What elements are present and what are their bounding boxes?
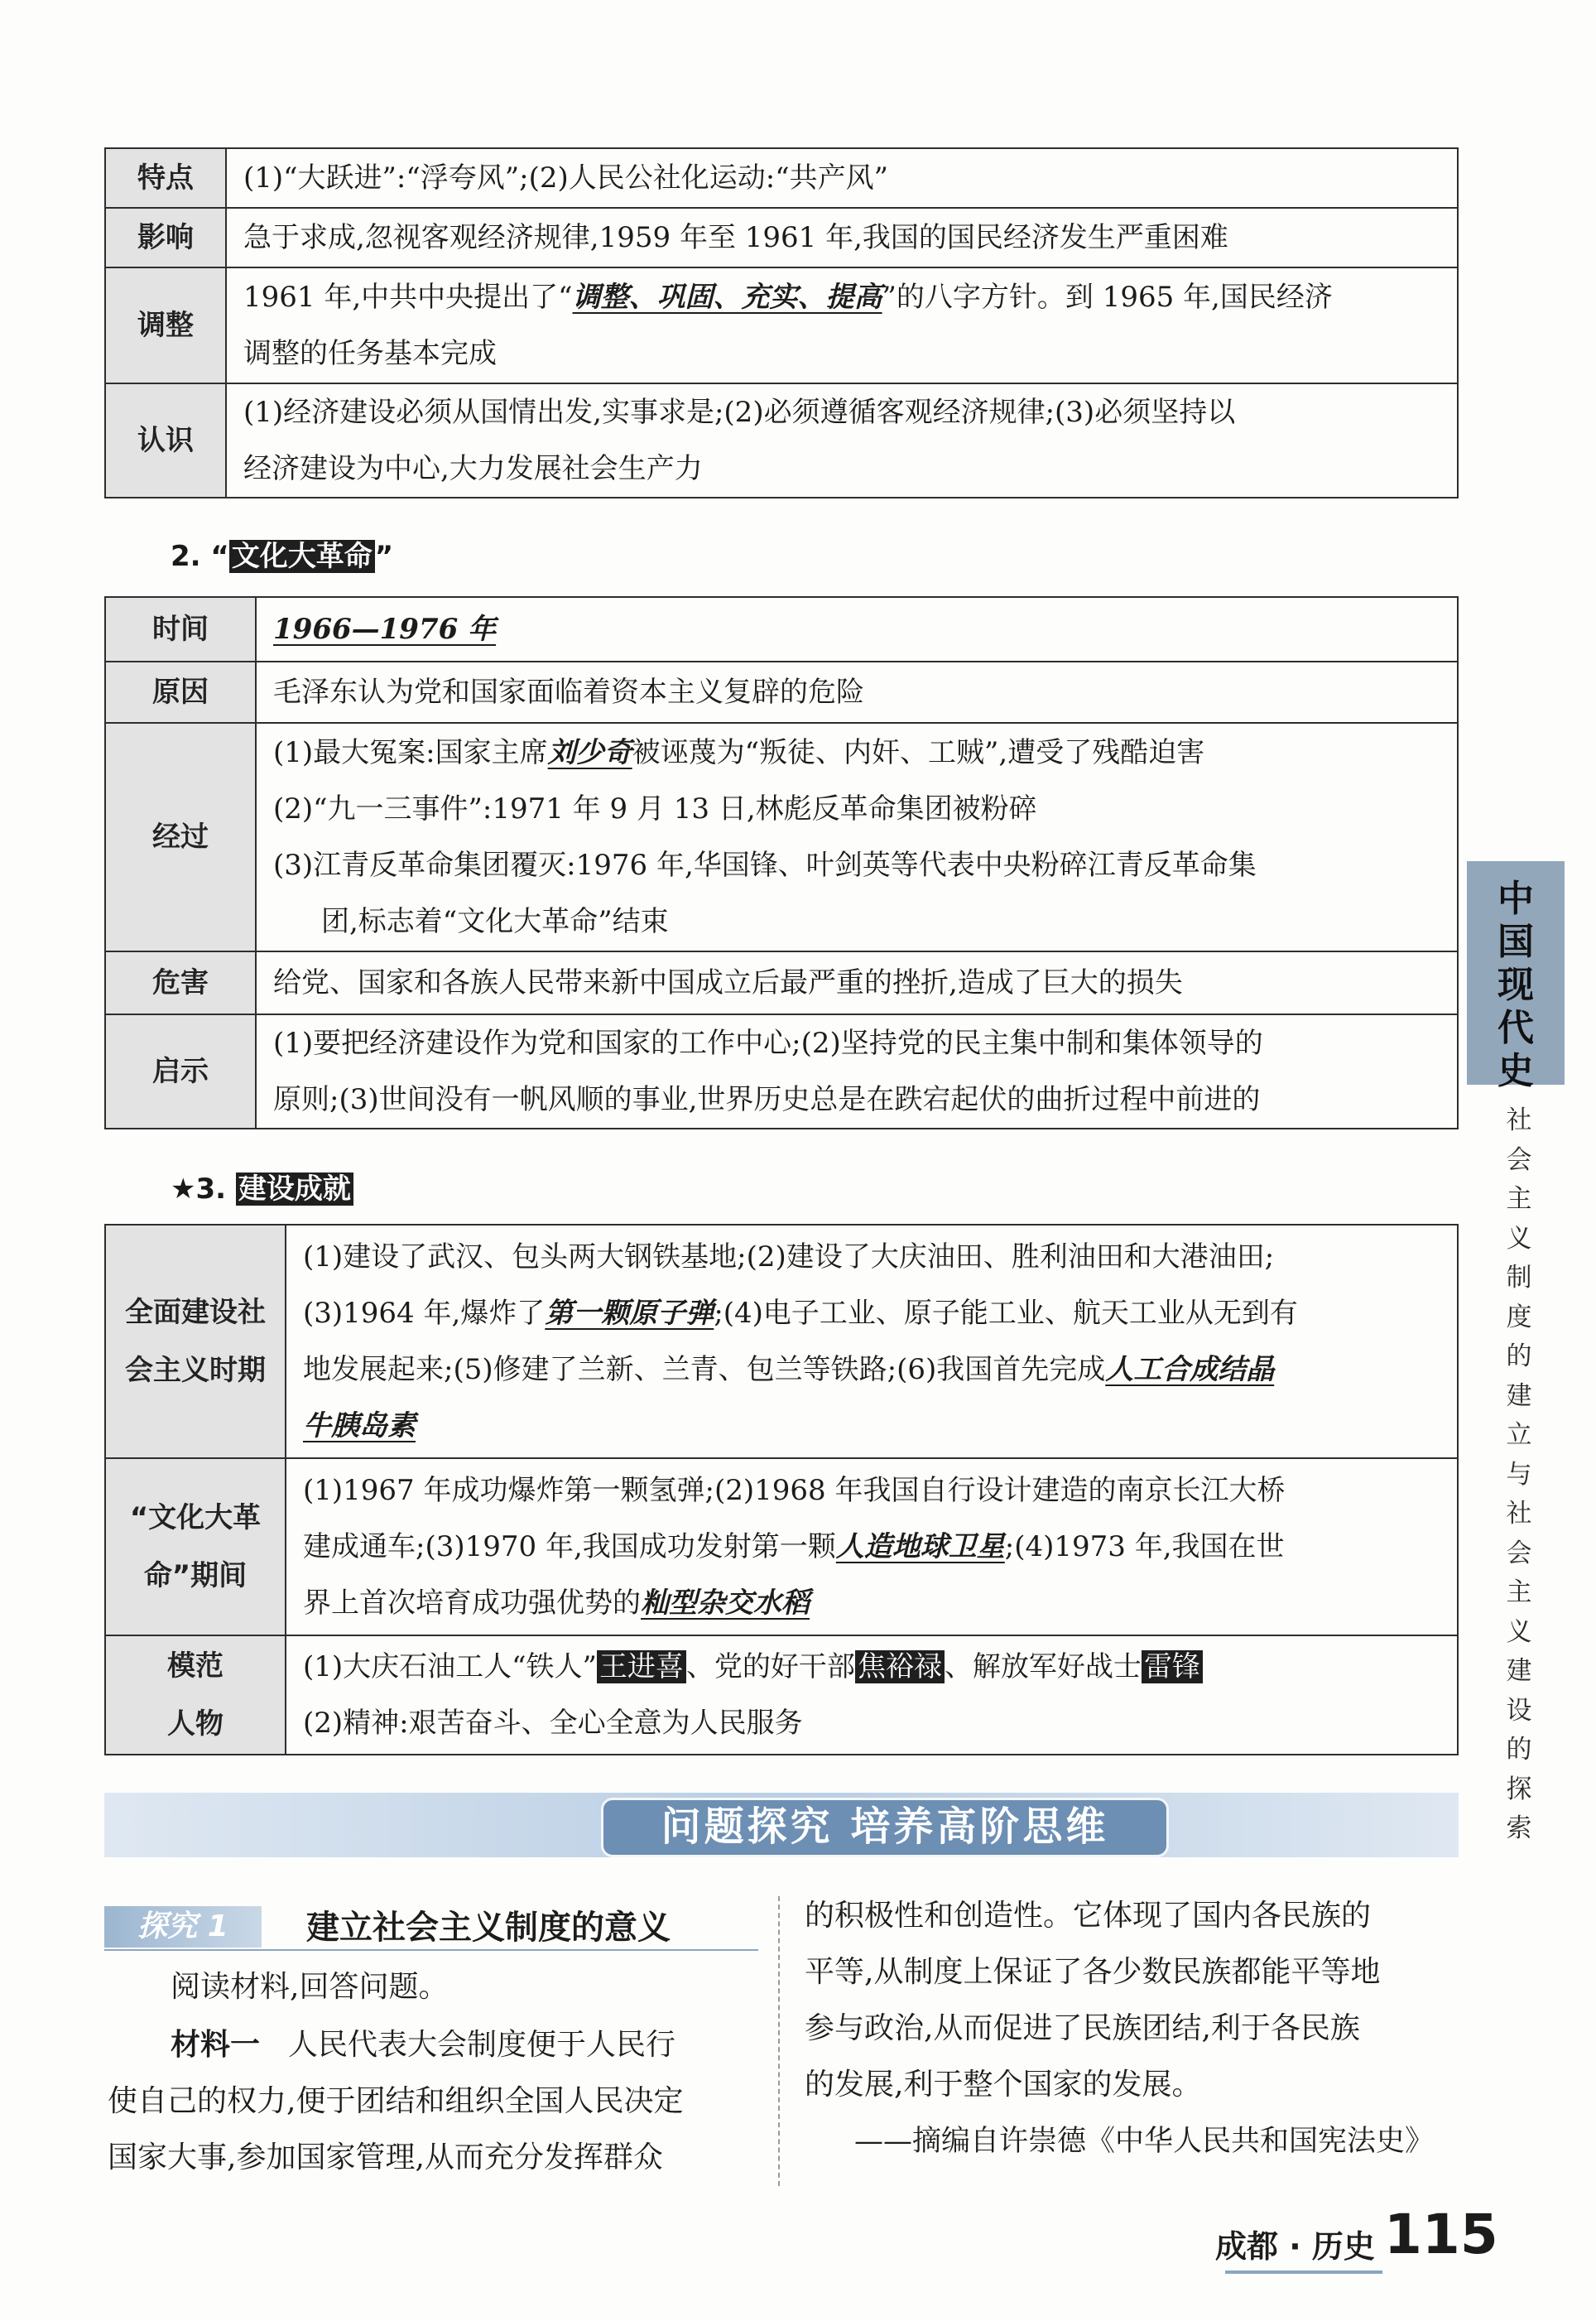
key-term: 调整、巩固、充实、提高 (572, 281, 882, 314)
cell-text: (1)1967 年成功爆炸第一颗氢弹;(2)1968 年我国自行设计建造的南京长江大桥 (303, 1474, 1286, 1507)
instruction-text: 阅读材料,回答问题。 (171, 1970, 449, 2004)
table-row (105, 1458, 1458, 1635)
cell-text: ”的八字方针。到 1965 年,国民经济 (882, 281, 1333, 314)
tab-char: 中 (1497, 878, 1534, 920)
key-term: 第一颗原子弹 (545, 1297, 714, 1330)
cell-text: (1)要把经济建设作为党和国家的工作中心;(2)坚持党的民主集中制和集体领导的 (273, 1027, 1263, 1060)
table-row (105, 723, 1458, 951)
inquiry-banner (104, 1793, 1459, 1857)
table-great-leap (104, 147, 1459, 498)
material-line: 的积极性和创造性。它体现了国内各民族的 (805, 1899, 1372, 1933)
banner-title: 问题探究 培养高阶思维 (601, 1798, 1169, 1857)
key-term: 刘少奇 (547, 736, 632, 769)
table-achievements (104, 1224, 1459, 1755)
source-citation: ——摘编自许崇德《中华人民共和国宪法史》 (854, 2125, 1435, 2158)
cell-text: 毛泽东认为党和国家面临着资本主义复辟的危险 (273, 676, 864, 709)
key-term: 籼型杂交水稻 (641, 1587, 810, 1620)
table-row (105, 383, 1458, 498)
key-term: 1966—1976 年 (273, 613, 497, 646)
key-term: 人工合成结晶 (1105, 1353, 1275, 1386)
cell-text: 给党、国家和各族人民带来新中国成立后最严重的挫折,造成了巨大的损失 (273, 966, 1183, 999)
cell-text: 1961 年,中共中央提出了“ (243, 281, 573, 314)
cell-text: 建成通车;(3)1970 年,我国成功发射第一颗 (303, 1530, 836, 1563)
cell-text: 、党的好干部 (685, 1650, 855, 1683)
cell-text: 、解放军好战士 (944, 1650, 1142, 1683)
table-row (105, 1014, 1458, 1129)
material-line: 参与政治,从而促进了民族团结,利于各民族 (805, 2011, 1360, 2045)
cell-text: 被诬蔑为“叛徒、内奸、工贼”,遭受了残酷迫害 (632, 736, 1205, 769)
material-line: 国家大事,参加国家管理,从而充分发挥群众 (108, 2140, 663, 2174)
table-row (105, 208, 1458, 267)
row-label: 影响 (105, 208, 226, 267)
cell-text: (2)精神:艰苦奋斗、全心全意为人民服务 (303, 1707, 803, 1740)
row-label: “文化大革 (129, 1501, 262, 1534)
row-label: 全面建设社 (125, 1296, 266, 1329)
divider (104, 1949, 758, 1951)
cell-text: ;(4)1973 年,我国在世 (1004, 1530, 1285, 1563)
material-line: 平等,从制度上保证了各少数民族都能平等地 (805, 1955, 1381, 1989)
row-label: 特点 (105, 148, 226, 208)
highlighted-name: 王进喜 (597, 1650, 686, 1683)
row-label: 调整 (105, 267, 226, 383)
row-label: 人物 (167, 1707, 224, 1741)
cell-text: (2)“九一三事件”:1971 年 9 月 13 日,林彪反革命集团被粉碎 (273, 792, 1037, 826)
highlighted-name: 焦裕禄 (855, 1650, 945, 1683)
tab-char: 现 (1497, 964, 1534, 1006)
table-row (105, 1225, 1458, 1458)
cell-text: (1)“大跃进”:“浮夸风”;(2)人民公社化运动:“共产风” (243, 161, 888, 195)
highlighted-title: 建设成就 (236, 1173, 353, 1206)
cell-text: 界上首次培育成功强优势的 (303, 1587, 641, 1620)
cell-text: (1)大庆石油工人“铁人” (303, 1650, 597, 1683)
row-label: 时间 (105, 597, 256, 662)
cell-text: (1)建设了武汉、包头两大钢铁基地;(2)建设了大庆油田、胜利油田和大港油田; (303, 1240, 1275, 1274)
section-heading-3: ★3. 建设成就 (171, 1166, 353, 1206)
table-row (105, 951, 1458, 1014)
table-row (105, 597, 1458, 662)
row-label: 启示 (105, 1014, 256, 1129)
section-vertical-title: 社 会 主 义 制 度 的 建 立 与 社 会 主 义 建 设 的 探 索 (1506, 1105, 1532, 1843)
tab-char: 代 (1497, 1007, 1534, 1049)
cell-text: 地发展起来;(5)修建了兰新、兰青、包兰等铁路;(6)我国首先完成 (303, 1353, 1106, 1386)
row-label: 命”期间 (143, 1559, 248, 1592)
row-label: 模范 (167, 1649, 224, 1683)
row-label: 危害 (105, 951, 256, 1014)
cell-text: (1)经济建设必须从国情出发,实事求是;(2)必须遵循客观经济规律;(3)必须坚持以 (243, 396, 1236, 429)
explore-title: 建立社会主义制度的意义 (306, 1909, 671, 1947)
cell-text: 团,标志着“文化大革命”结束 (321, 905, 669, 938)
section-heading-2: 2. “文化大革命” (171, 540, 394, 573)
material-label: 材料一 (171, 2028, 261, 2062)
table-row (105, 148, 1458, 208)
row-label: 经过 (105, 723, 256, 951)
page-number: 115 (1384, 2203, 1498, 2266)
cell-text: 经济建设为中心,大力发展社会生产力 (243, 452, 703, 485)
explore-tag: 探究 1 (104, 1906, 262, 1948)
row-label: 认识 (105, 383, 226, 498)
cell-text: (3)1964 年,爆炸了 (303, 1297, 546, 1330)
material-line: 材料一 人民代表大会制度便于人民行 (171, 2028, 676, 2062)
highlighted-title: 文化大革命 (229, 540, 375, 573)
table-row (105, 267, 1458, 383)
key-term: 牛胰岛素 (303, 1409, 416, 1442)
tab-char: 史 (1497, 1050, 1534, 1092)
row-label: 原因 (105, 662, 256, 723)
table-row (105, 1635, 1458, 1755)
material-line: 使自己的权力,便于团结和组织全国人民决定 (108, 2084, 684, 2118)
table-cultural-revolution (104, 596, 1459, 1129)
column-divider (778, 1896, 780, 2186)
chapter-side-tab[interactable] (1467, 861, 1565, 1092)
cell-text: 急于求成,忽视客观经济规律,1959 年至 1961 年,我国的国民经济发生严重困难 (243, 221, 1228, 254)
table-row (105, 662, 1458, 723)
key-term: 人造地球卫星 (835, 1530, 1005, 1563)
highlighted-name: 雷锋 (1142, 1650, 1203, 1683)
cell-text: ;(4)电子工业、原子能工业、航天工业从无到有 (714, 1297, 1298, 1330)
tab-char: 国 (1497, 921, 1534, 963)
footer-subject: 成都 · 历史 (1215, 2228, 1375, 2265)
row-label: 会主义时期 (125, 1354, 266, 1387)
cell-text: (1)最大冤案:国家主席 (273, 736, 548, 769)
material-line: 的发展,利于整个国家的发展。 (805, 2068, 1202, 2102)
cell-text: (3)江青反革命集团覆灭:1976 年,华国锋、叶剑英等代表中央粉碎江青反革命集 (273, 849, 1257, 882)
cell-text: 调整的任务基本完成 (243, 337, 497, 370)
footer-rule (1225, 2270, 1382, 2274)
cell-text: 原则;(3)世间没有一帆风顺的事业,世界历史总是在跌宕起伏的曲折过程中前进的 (273, 1083, 1261, 1116)
